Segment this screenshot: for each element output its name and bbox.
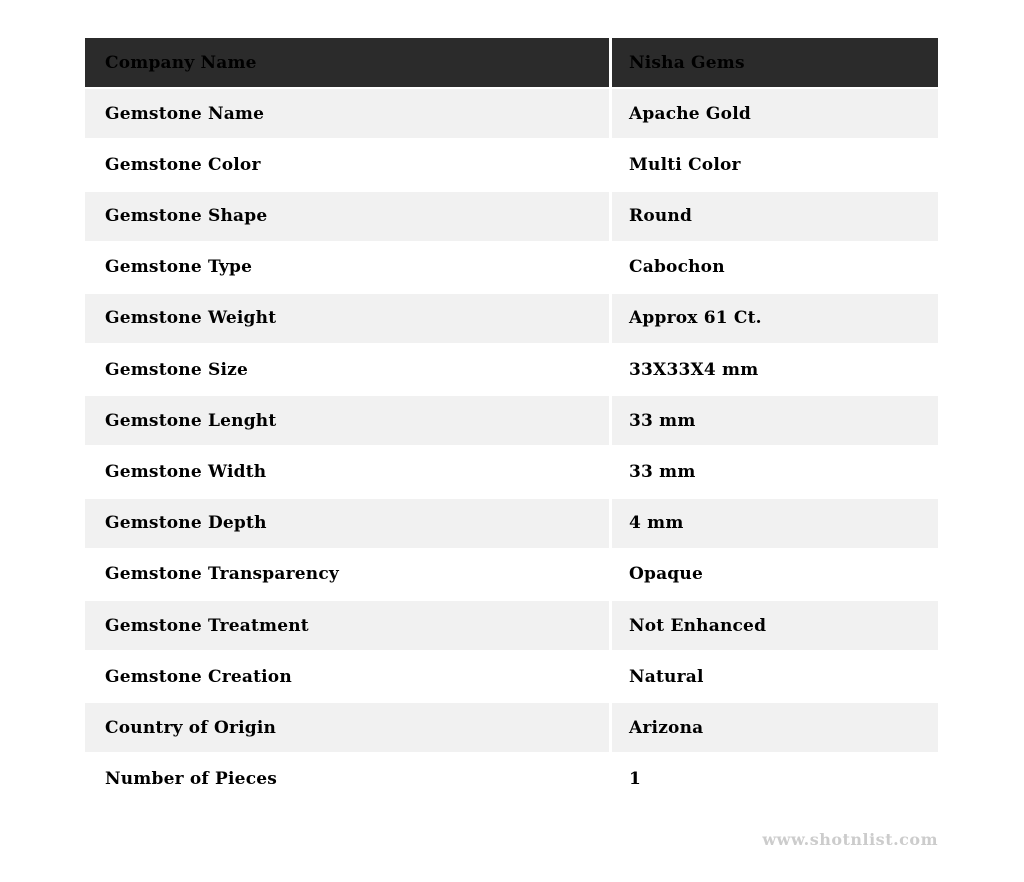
watermark: www.shotnlist.com xyxy=(762,830,938,849)
table-row xyxy=(85,396,938,445)
row-label-cell xyxy=(85,243,609,292)
row-value-cell xyxy=(612,550,938,599)
table-row xyxy=(85,448,938,497)
row-value-cell xyxy=(612,345,938,394)
row-label-cell xyxy=(85,550,609,599)
table-row xyxy=(85,294,938,343)
attribute-label: Gemstone Weight xyxy=(105,308,277,329)
row-value-cell xyxy=(612,652,938,701)
row-value-cell xyxy=(612,755,938,804)
row-value-cell xyxy=(612,448,938,497)
row-label-cell xyxy=(85,755,609,804)
row-label-cell xyxy=(85,89,609,138)
row-value-cell xyxy=(612,140,938,189)
attribute-value: Approx 61 Ct. xyxy=(629,308,762,329)
row-label-cell xyxy=(85,448,609,497)
attribute-label: Gemstone Transparency xyxy=(105,564,339,585)
attribute-value: Apache Gold xyxy=(629,103,751,124)
attribute-label: Gemstone Treatment xyxy=(105,615,309,636)
row-label-cell xyxy=(85,601,609,650)
attribute-label: Gemstone Size xyxy=(105,359,248,380)
table-row xyxy=(85,140,938,189)
gemstone-spec-table xyxy=(85,38,938,806)
row-value-cell xyxy=(612,601,938,650)
row-value-cell xyxy=(612,192,938,241)
company-name-value: Nisha Gems xyxy=(629,52,745,73)
table-row xyxy=(85,345,938,394)
table-row xyxy=(85,192,938,241)
row-label-cell xyxy=(85,192,609,241)
table-row xyxy=(85,652,938,701)
attribute-value: Cabochon xyxy=(629,257,725,278)
row-value-cell xyxy=(612,499,938,548)
attribute-value: Round xyxy=(629,206,693,227)
attribute-label: Gemstone Shape xyxy=(105,206,268,227)
attribute-label: Gemstone Color xyxy=(105,154,261,175)
attribute-value: 33 mm xyxy=(629,410,696,431)
table-row xyxy=(85,703,938,752)
attribute-value: Opaque xyxy=(629,564,703,585)
table-row xyxy=(85,755,938,804)
table-row xyxy=(85,89,938,138)
row-label-cell xyxy=(85,652,609,701)
row-value-cell xyxy=(612,396,938,445)
attribute-label: Gemstone Width xyxy=(105,462,267,482)
row-label-cell xyxy=(85,703,609,752)
row-value-cell xyxy=(612,89,938,138)
table-row xyxy=(85,550,938,599)
attribute-label: Gemstone Lenght xyxy=(105,410,277,431)
row-label-cell xyxy=(85,396,609,445)
attribute-value: Multi Color xyxy=(629,154,741,175)
attribute-label: Number of Pieces xyxy=(105,769,278,790)
attribute-value: Not Enhanced xyxy=(629,615,767,636)
attribute-value: 4 mm xyxy=(629,513,684,534)
attribute-value: Natural xyxy=(629,666,704,687)
attribute-label: Gemstone Name xyxy=(105,103,265,124)
attribute-value: Arizona xyxy=(629,717,704,738)
header-label-cell xyxy=(85,38,609,87)
attribute-value: 33X33X4 mm xyxy=(629,359,759,380)
table-row xyxy=(85,499,938,548)
row-label-cell xyxy=(85,345,609,394)
row-label-cell xyxy=(85,294,609,343)
row-label-cell xyxy=(85,499,609,548)
row-value-cell xyxy=(612,703,938,752)
attribute-label: Gemstone Creation xyxy=(105,666,292,687)
table-body xyxy=(85,89,938,803)
row-label-cell xyxy=(85,140,609,189)
table-header-row xyxy=(85,38,938,87)
header-value-cell xyxy=(612,38,938,87)
table-row xyxy=(85,243,938,292)
attribute-value: 1 xyxy=(629,769,642,790)
attribute-label: Gemstone Type xyxy=(105,257,253,278)
attribute-label: Country of Origin xyxy=(105,717,277,738)
attribute-value: 33 mm xyxy=(629,462,696,482)
row-value-cell xyxy=(612,294,938,343)
row-value-cell xyxy=(612,243,938,292)
attribute-label: Gemstone Depth xyxy=(105,513,267,534)
company-name-label: Company Name xyxy=(105,52,257,73)
table-row xyxy=(85,601,938,650)
